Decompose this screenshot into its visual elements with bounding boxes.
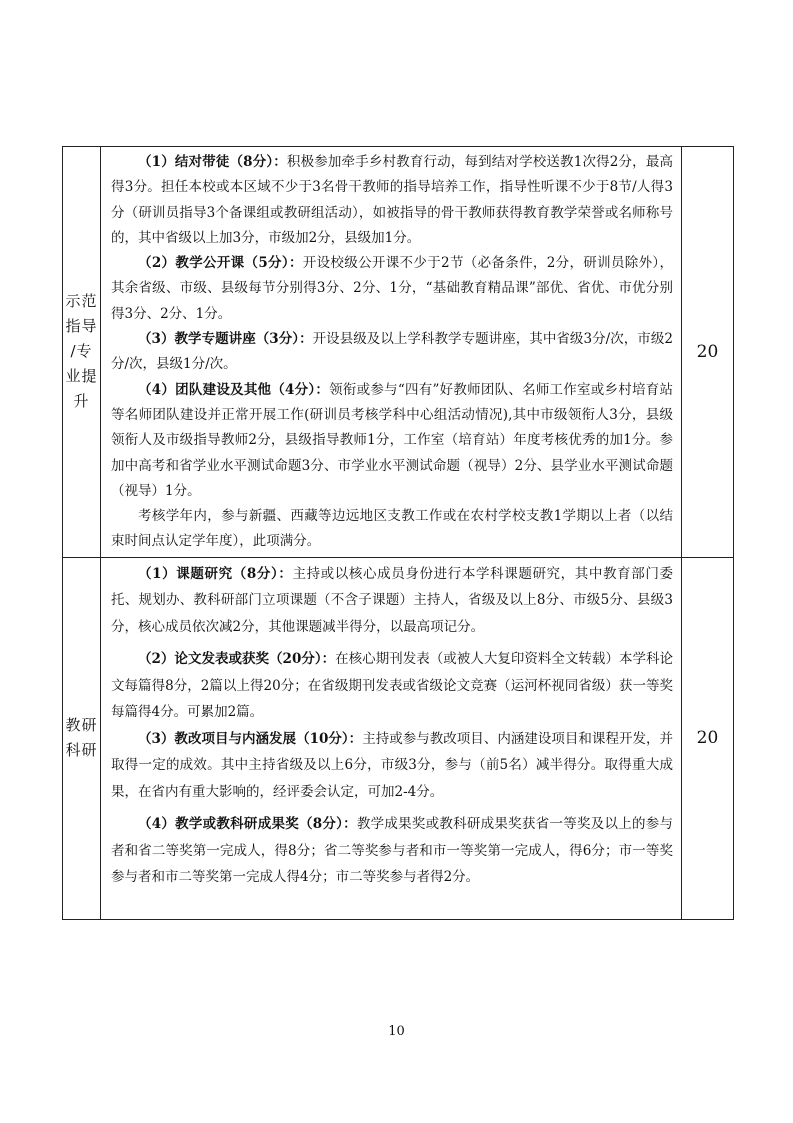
criteria-item — [111, 378, 673, 504]
category-line: /专 — [70, 342, 93, 361]
page-number: 10 — [388, 1024, 405, 1039]
category-cell — [63, 147, 101, 558]
category-line: 指导 — [65, 317, 98, 336]
criteria-heading: （3）教改项目与内涵发展（10分）： — [138, 730, 363, 747]
criteria-heading: （4）教学或教科研成果奖（8分）： — [138, 816, 357, 833]
criteria-text: 考核学年内，参与新疆、西藏等边远地区支教工作或在农村学校支教1学期以上者（以结束时间点认定学年度），此项满分。 — [111, 508, 673, 550]
criteria-text: 开设县级及以上学科教学专题讲座，其中省级3分/次，市级2分/次，县级1分/次。 — [111, 331, 673, 373]
criteria-item — [111, 726, 673, 806]
criteria-heading: （2）论文发表或获奖（20分）： — [138, 651, 336, 668]
criteria-item — [111, 327, 673, 378]
criteria-heading: （2）教学公开课（5分）： — [138, 255, 303, 272]
score-cell: 20 — [682, 557, 734, 919]
score-cell: 20 — [682, 147, 734, 558]
evaluation-table — [62, 146, 734, 920]
criteria-text: 积极参加牵手乡村教育行动，每到结对学校送教1次得2分，最高得3分。担任本校或本区域不少于3名骨干教师的指导培养工作，指导性听课不少于8节/人得3分（研训员指导3个备课组或教研组活动），如被指导的骨干教师获得教育教学荣誉或名师称号的，其中省级以上加3分，市级加2分，县级加1分。 — [111, 154, 673, 246]
category-line: 升 — [73, 392, 90, 411]
category-line: 科研 — [65, 741, 98, 760]
criteria-text: 主持或参与教改项目、内涵建设项目和课程开发，并取得一定的成效。其中主持省级及以上6分，市级3分，参与（前5名）减半得分。取得重大成果，在省内有重大影响的，经评委会认定，可加2-4分。 — [111, 730, 674, 800]
criteria-heading: （3）教学专题讲座（3分）： — [138, 331, 313, 348]
criteria-item — [111, 811, 673, 891]
criteria-text: 在核心期刊发表（或被人大复印资料全文转载）本学科论文每篇得8分，2篇以上得20分；在省级期刊发表或省级论文竞赛（运河杯视同省级）获一等奖每篇得4分。可累加2篇。 — [111, 651, 674, 721]
category-line: 示范 — [65, 292, 98, 311]
criteria-item — [111, 646, 673, 726]
table-row — [63, 147, 734, 558]
category-cell — [63, 557, 101, 919]
criteria-heading: （1）课题研究（8分）： — [138, 565, 293, 582]
criteria-cell — [101, 557, 682, 919]
criteria-text: 教学成果奖或教科研成果奖获省一等奖及以上的参与者和省二等奖第一完成人，得8分；省二等奖参与者和市一等奖第一完成人，得6分；市一等奖参与者和市二等奖第一完成人得4分；市二等奖参与者得2分。 — [111, 816, 673, 886]
category-line: 教研 — [65, 716, 98, 735]
criteria-item — [111, 504, 673, 555]
criteria-heading: （1）结对带徒（8分）： — [138, 154, 287, 170]
criteria-item — [111, 251, 673, 327]
criteria-text: 主持或以核心成员身份进行本学科课题研究，其中教育部门委托、规划办、教科研部门立项课题（不含子课题）主持人，省级及以上8分、市级5分、县级3分，核心成员依次减2分，其他课题减半得分，以最高项记分。 — [111, 565, 673, 635]
criteria-text: 开设校级公开课不少于2节（必备条件，2分，研训员除外），其余省级、市级、县级每节分别得3分、2分、1分，“基础教育精品课”部优、省优、市优分别得3分、2分、1分。 — [111, 255, 673, 322]
category-line: 业提 — [65, 367, 98, 386]
criteria-item — [111, 561, 673, 641]
criteria-heading: （4）团队建设及其他（4分）： — [138, 381, 330, 398]
table-row — [63, 557, 734, 919]
criteria-item — [111, 150, 673, 251]
criteria-cell — [101, 147, 682, 558]
criteria-text: 领衔或参与“四有”好教师团队、名师工作室或乡村培育站等名师团队建设并正常开展工作(研训员考核学科中心组活动情况),其中市级领衔人3分，县级领衔人及市级指导教师2分，县级指导教师1分，工作室（培育站）年度考核优秀的加1分。参加中高考和省学业水平测试命题3分、市学业水平测试命题（视导）2分、县学业水平测试命题（视导）1分。 — [111, 381, 673, 499]
